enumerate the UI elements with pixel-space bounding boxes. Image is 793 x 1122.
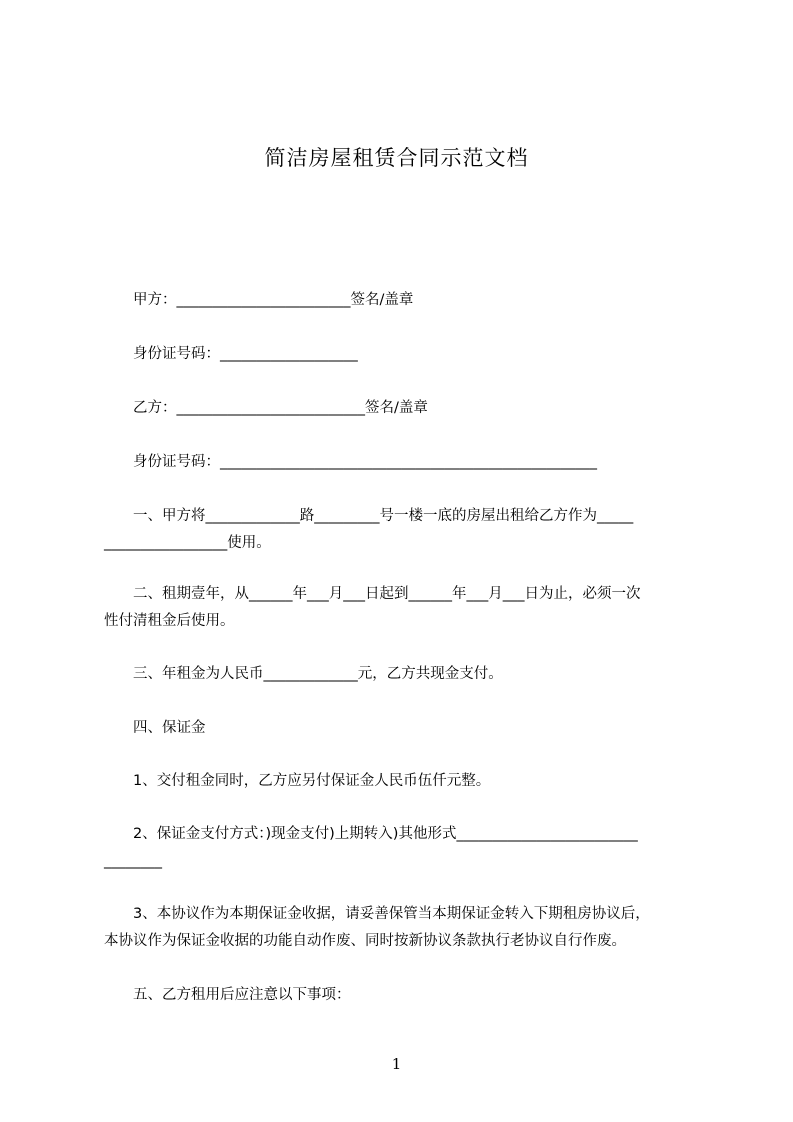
document-title: 简洁房屋租赁合同示范文档: [264, 146, 529, 170]
clause-4-heading: 四、保证金: [104, 720, 206, 736]
clause-4-item-2-line-2: ________: [104, 853, 162, 869]
clause-4-item-1: 1、交付租金同时，乙方应另付保证金人民币伍仟元整。: [104, 773, 491, 789]
clause-2-line-1: 二、租期壹年，从______年___月___日起到______年___月___日为止，必须一次: [104, 586, 641, 602]
party-b-id-line: 身份证号码：____________________________________________________: [104, 454, 597, 470]
clause-4-item-2-line-1: 2、保证金支付方式：)现金支付)上期转入)其他形式_________________________: [104, 826, 638, 842]
party-b-line: 乙方：__________________________签名/盖章: [104, 400, 428, 416]
clause-5-heading: 五、乙方租用后应注意以下事项：: [104, 987, 351, 1003]
clause-3: 三、年租金为人民币_____________元，乙方共现金支付。: [104, 666, 503, 682]
clause-2-line-2: 性付清租金后使用。: [104, 613, 235, 629]
party-a-id-line: 身份证号码：___________________: [104, 346, 358, 362]
clause-1-line-2: _________________使用。: [104, 535, 271, 551]
clause-1-line-1: 一、甲方将_____________路_________号一楼一底的房屋出租给乙方作为_____: [104, 508, 634, 524]
clause-4-item-3-line-1: 3、本协议作为本期保证金收据，请妥善保管当本期保证金转入下期租房协议后，: [104, 906, 650, 922]
page-number: 1: [391, 1055, 402, 1073]
party-a-line: 甲方：________________________签名/盖章: [104, 292, 414, 308]
clause-4-item-3-line-2: 本协议作为保证金收据的功能自动作废、同时按新协议条款执行老协议自行作废。: [104, 933, 626, 949]
